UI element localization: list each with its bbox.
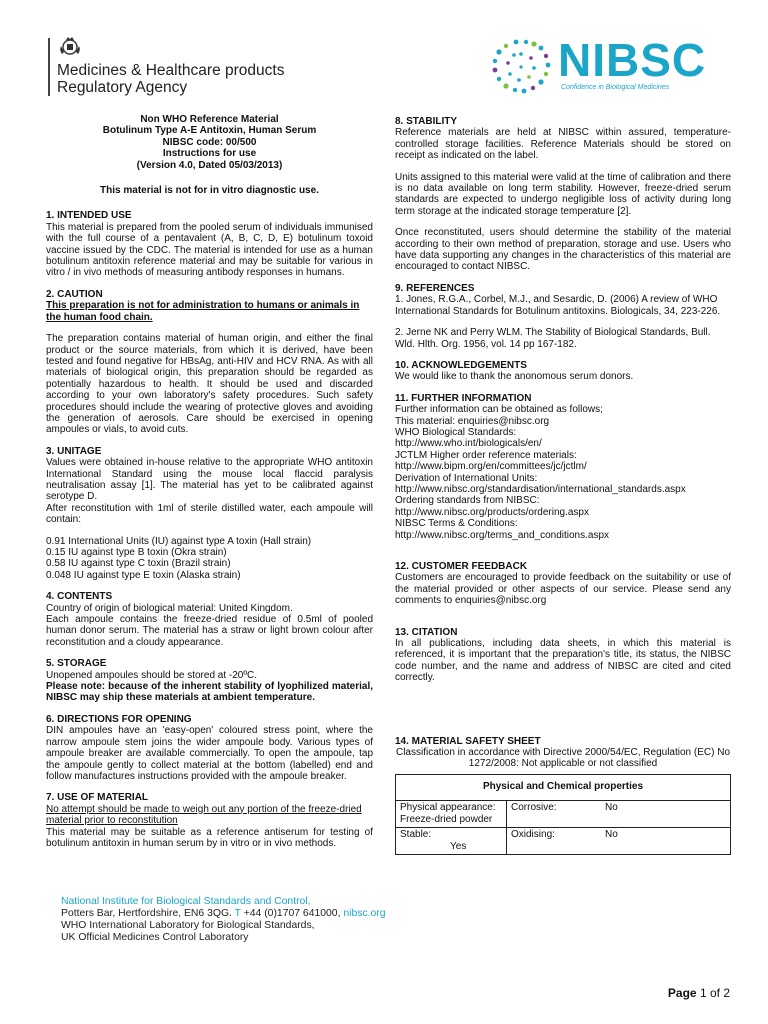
section-caution	[46, 289, 373, 436]
table-cell: Oxidising:	[511, 829, 555, 841]
mhra-name-line2: Regulatory Agency	[57, 79, 188, 96]
info-link[interactable]: http://www.nibsc.org/terms_and_conditions.aspx	[395, 529, 609, 541]
footer-institute-name: National Institute for Biological Standards and Control,	[61, 896, 311, 907]
section-heading: 5. STORAGE	[46, 658, 107, 670]
section-body: This material is prepared from the pooled serum of individuals immunised with the full course of a pentavalent (A, B, C, D, E) botulinum toxoid vaccine issued by the CDC. The material is intended for use as a human botulinum antitoxin reference material and may be suitable for various in vitro / in vivo methods of measuring antibody responses in humans.	[46, 221, 373, 279]
footer-address	[61, 896, 386, 944]
info-link[interactable]: http://www.nibsc.org/products/ordering.aspx	[395, 506, 589, 518]
section-heading: 9. REFERENCES	[395, 282, 475, 294]
section-body: The preparation contains material of human origin, and either the final product or the source materials, from which it is derived, have been tested and found negative for HBsAg, anti-HIV and HCV RNA. As with all materials of biological origin, this preparation should be regarded as potentially hazardous to health. It should be used and discarded according to your own laboratory's safety procedures. Such safety procedures should include the wearing of protective gloves and avoiding the generation of aerosols. Care should be exercised in opening ampoules or vials, to avoid cuts.	[46, 333, 373, 436]
mhra-name-line1: Medicines & Healthcare products	[57, 62, 285, 79]
section-body: DIN ampoules have an 'easy-open' coloured stress point, where the narrow ampoule stem joins the wider ampoule body. Various types of ampoule breaker are available commercially. To open the ampoule, tap the ampoule gently to collect material at the bottom (labelled) end and follow manufactures instructions provided with the ampoule breaker.	[46, 725, 373, 782]
diagnostic-note: This material is not for in vitro diagnostic use.	[100, 185, 319, 197]
section-heading: 10. ACKNOWLEDGEMENTS	[395, 359, 527, 371]
section-storage	[46, 658, 373, 704]
classification-text: Classification in accordance with Directive 2000/54/EC, Regulation (EC) No 1272/2008: Not applicable or not classified	[395, 747, 731, 770]
table-cell	[396, 828, 507, 854]
section-body: Values were obtained in-house relative to the appropriate WHO antitoxin International Standard using the mouse local flaccid paralysis neutralisation assay [1]. The material has yet to be calibrated against serotype D.	[46, 457, 373, 503]
mhra-name	[57, 62, 284, 96]
section-body: Unopened ampoules should be stored at -20ºC.	[46, 669, 258, 681]
section-body: In all publications, including data sheets, in which this material is referenced, it is important that the preparation's title, its status, the NIBSC code number, and the name and address of NIBSC are cited and cited correctly.	[395, 638, 731, 684]
section-body: Customers are encouraged to provide feedback on the suitability or use of the material provided or other aspects of our service. Please send any comments to enquiries@nibsc.org	[395, 572, 731, 607]
nibsc-wordmark: NIBSC	[558, 34, 707, 86]
section-further-information	[395, 393, 731, 541]
nibsc-tagline: Confidence in Biological Medicines	[561, 84, 670, 91]
section-intended-use	[46, 210, 373, 278]
page-number	[668, 986, 730, 1000]
title-line: Non WHO Reference Material	[140, 114, 279, 125]
right-column	[395, 116, 731, 855]
footer-address-text: Potters Bar, Hertfordshire, EN6 3QG.	[61, 908, 235, 919]
nibsc-dots-icon	[486, 36, 556, 98]
table-row	[396, 827, 730, 854]
unit-value: 0.91 International Units (IU) against type A toxin (Hall strain)	[46, 535, 312, 547]
nibsc-logo	[486, 34, 707, 101]
title-code: NIBSC code: 00/500	[162, 136, 257, 148]
info-line: NIBSC Terms & Conditions:	[395, 518, 518, 530]
table-row	[396, 801, 730, 827]
info-line: Ordering standards from NIBSC:	[395, 495, 540, 507]
section-references	[395, 283, 731, 350]
page-current: 1	[699, 986, 707, 1000]
info-link[interactable]: http://www.bipm.org/en/committees/jc/jctlm/	[395, 461, 587, 473]
table-cell: No	[605, 829, 618, 841]
section-heading: 11. FURTHER INFORMATION	[395, 392, 532, 404]
use-warning: No attempt should be made to weigh out any portion of the freeze-dried material prior to reconstitution	[46, 803, 362, 827]
title-line: Instructions for use	[162, 148, 257, 160]
info-link[interactable]: http://www.nibsc.org/standardisation/international_standards.aspx	[395, 483, 686, 495]
storage-note: Please note: because of the inherent stability of lyophilized material, NIBSC may ship these materials at ambient temperature.	[46, 681, 373, 704]
info-line: JCTLM Higher order reference materials:	[395, 449, 577, 461]
section-heading: 14. MATERIAL SAFETY SHEET	[395, 735, 541, 747]
caution-warning: This preparation is not for administration to humans or animals in the human food chain.	[46, 300, 360, 323]
section-heading: 4. CONTENTS	[46, 591, 113, 603]
info-link[interactable]: http://www.who.int/biologicals/en/	[395, 438, 542, 450]
section-body: This material may be suitable as a reference antiserum for testing of botulinum antitoxin in human serum by in vitro or in vivo methods.	[46, 826, 373, 849]
section-use-of-material	[46, 792, 373, 849]
footer-phone-label: T	[234, 908, 241, 919]
section-material-safety-sheet	[395, 736, 731, 855]
title-line: Botulinum Type A-E Antitoxin, Human Serum	[102, 125, 317, 137]
info-line: Further information can be obtained as follows;	[395, 404, 603, 416]
section-customer-feedback	[395, 561, 731, 607]
unit-value: 0.58 IU against type C toxin (Brazil strain)	[46, 558, 231, 570]
section-heading: 2. CAUTION	[46, 288, 103, 300]
section-heading: 8. STABILITY	[395, 116, 458, 127]
section-heading: 7. USE OF MATERIAL	[46, 792, 149, 804]
footer-phone: +44 (0)1707 641000,	[240, 908, 344, 919]
footer-website-link[interactable]: nibsc.org	[343, 908, 386, 919]
page-label: Page	[667, 986, 697, 1000]
table-cell-label: Stable:	[400, 829, 432, 841]
table-cell: Physical appearance: Freeze-dried powder	[396, 801, 507, 827]
table-cell: Corrosive:	[511, 802, 557, 814]
section-body: Units assigned to this material were valid at the time of calibration and there is no data available on long term stability. However, freeze-dried serum standards are expected to undergo negligible loss of activity during long term storage at the indicated storage temperature [2].	[395, 171, 731, 217]
reference-item: 2. Jerne NK and Perry WLM. The Stability of Biological Standards, Bull. Wld. Hlth. Org. 1956, vol. 14 pp 167-182.	[395, 327, 711, 350]
section-body: We would like to thank the anonomous serum donors.	[395, 371, 634, 383]
section-body: Each ampoule contains the freeze-dried residue of 0.5ml of pooled human donor serum. The material has a straw or light brown colour after reconstitution and a cloudy appearance.	[46, 614, 373, 648]
section-heading: 12. CUSTOMER FEEDBACK	[395, 561, 528, 572]
unit-value: 0.048 IU against type E toxin (Alaska strain)	[46, 569, 241, 581]
section-body: After reconstitution with 1ml of sterile distilled water, each ampoule will contain:	[46, 502, 373, 526]
document-title	[46, 114, 373, 171]
mhra-divider	[48, 38, 50, 96]
reference-item: 1. Jones, R.G.A., Corbel, M.J., and Sesardic, D. (2006) A review of WHO International Standards for Botulinum antitoxins. Biologicals, 34, 223-226.	[395, 294, 721, 317]
section-unitage	[46, 446, 373, 581]
section-heading: 1. INTENDED USE	[46, 210, 132, 222]
table-cell: No	[605, 802, 618, 814]
left-column	[46, 114, 373, 849]
section-heading: 3. UNITAGE	[46, 445, 102, 457]
title-version: (Version 4.0, Dated 05/03/2013)	[136, 159, 283, 171]
section-directions-for-opening	[46, 714, 373, 782]
info-line: WHO Biological Standards:	[395, 426, 517, 438]
footer-line: UK Official Medicines Control Laboratory	[61, 932, 249, 943]
page-total: of 2	[706, 986, 730, 1000]
table-cell-value: Yes	[450, 840, 467, 852]
section-body: Once reconstituted, users should determine the stability of the material according to their own method of preparation, storage and use. Users who have data supporting any changes in the characteristics of this material are encouraged to contact NIBSC.	[395, 227, 731, 273]
table-title: Physical and Chemical properties	[396, 775, 730, 801]
unit-value: 0.15 IU against type B toxin (Okra strain)	[46, 547, 227, 558]
info-line: Derivation of International Units:	[395, 472, 538, 484]
section-acknowledgements	[395, 360, 731, 383]
royal-crest-icon	[58, 34, 82, 58]
safety-properties-table	[395, 774, 731, 855]
footer-line: WHO International Laboratory for Biological Standards,	[61, 920, 315, 931]
footer-contact-line	[61, 908, 386, 920]
info-line: This material: enquiries@nibsc.org	[395, 415, 550, 427]
section-body: Country of origin of biological material: United Kingdom.	[46, 602, 293, 614]
section-heading: 6. DIRECTIONS FOR OPENING	[46, 713, 192, 725]
section-contents	[46, 591, 373, 648]
section-citation	[395, 627, 731, 684]
section-heading: 13. CITATION	[395, 626, 458, 638]
section-stability	[395, 116, 731, 273]
section-body: Reference materials are held at NIBSC within assured, temperature-controlled storage facilities. Reference Materials should be stored on receipt as indicated on the label.	[395, 127, 731, 162]
